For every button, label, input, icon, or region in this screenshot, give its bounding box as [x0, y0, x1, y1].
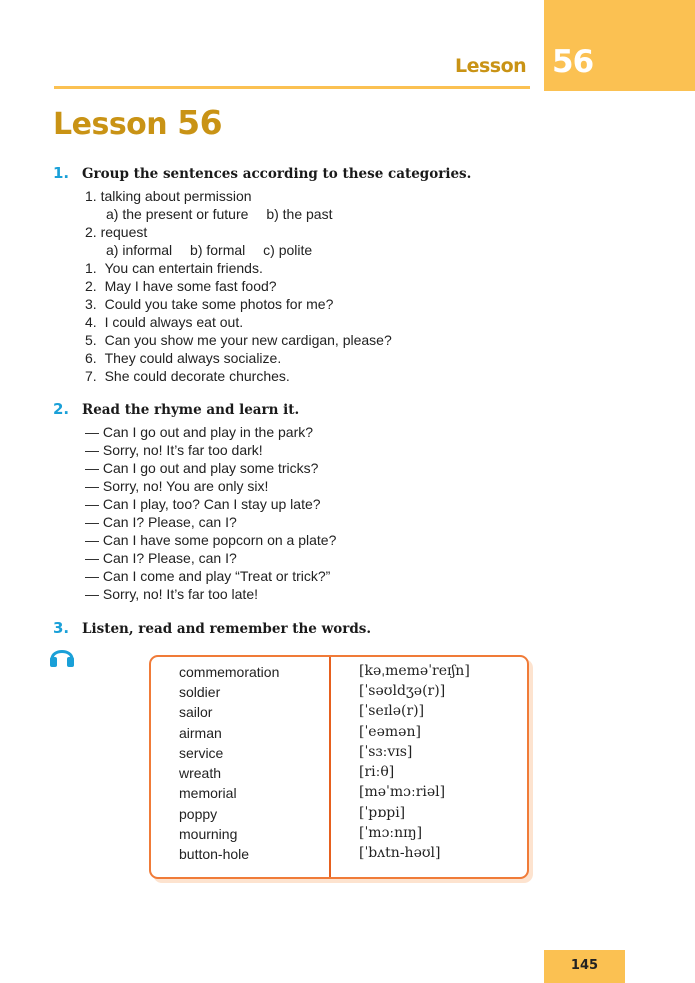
headphones-icon[interactable] [48, 643, 76, 667]
vocab-transcription: [məˈmɔːriəl] [359, 784, 446, 800]
vocab-word: commemoration [179, 664, 280, 680]
header-lesson-label: Lesson [455, 55, 527, 77]
sentence-number: 2. [85, 278, 97, 294]
rhyme-line: — Can I go out and play some tricks? [85, 460, 319, 476]
sentence-item [85, 314, 243, 330]
rhyme-line: — Can I play, too? Can I stay up late? [85, 496, 321, 512]
vocab-word: service [179, 745, 224, 761]
category-2-label: 2. request [85, 224, 148, 240]
vocab-transcription: [ˈsɜːvɪs] [359, 744, 413, 760]
rhyme-line: — Sorry, no! You are only six! [85, 478, 269, 494]
category-2-option-b: b) formal [190, 242, 246, 258]
vocab-transcription: [ˈmɔːnɪŋ] [359, 825, 423, 841]
page-title [53, 103, 222, 142]
sentence-item [85, 332, 392, 348]
rhyme-line: — Can I? Please, can I? [85, 550, 237, 566]
vocab-word: sailor [179, 704, 213, 720]
page-title-number: 56 [177, 103, 223, 142]
sentence-text: Can you show me your new cardigan, please? [104, 332, 392, 348]
category-2-options [106, 242, 312, 258]
task-2-title: Read the rhyme and learn it. [82, 402, 300, 418]
sentence-text: May I have some fast food? [104, 278, 277, 294]
vocab-transcription: [ˈpɒpi] [359, 805, 406, 821]
header-divider [54, 86, 530, 89]
sentence-number: 3. [85, 296, 97, 312]
sentence-item [85, 278, 277, 294]
vocab-transcription: [ˈeəmən] [359, 724, 421, 740]
rhyme-line: — Can I? Please, can I? [85, 514, 237, 530]
vocabulary-box [149, 655, 529, 879]
sentence-number: 1. [85, 260, 97, 276]
vocab-word: soldier [179, 684, 221, 700]
vocab-word: wreath [179, 765, 222, 781]
sentence-text: She could decorate churches. [104, 368, 290, 384]
task-3-number: 3. [53, 619, 70, 637]
task-3-title: Listen, read and remember the words. [82, 621, 372, 637]
sentence-item [85, 350, 281, 366]
vocab-transcription: [ˈseɪlə(r)] [359, 703, 425, 719]
vocabulary-divider [329, 657, 331, 877]
category-1-options [106, 206, 332, 222]
task-2-number: 2. [53, 400, 70, 418]
rhyme-line: — Sorry, no! It’s far too dark! [85, 442, 263, 458]
vocab-word: memorial [179, 785, 237, 801]
sentence-number: 6. [85, 350, 97, 366]
sentence-number: 7. [85, 368, 97, 384]
category-2-option-a: a) informal [106, 242, 173, 258]
sentence-text: They could always socialize. [104, 350, 282, 366]
category-1-label: 1. talking about permission [85, 188, 252, 204]
sentence-item [85, 260, 263, 276]
vocab-transcription: [kəˌmeməˈreɪʃn] [359, 663, 470, 679]
category-1-option-a: a) the present or future [106, 206, 249, 222]
sentence-text: I could always eat out. [104, 314, 244, 330]
vocab-transcription: [riːθ] [359, 764, 395, 780]
sentence-item [85, 296, 333, 312]
vocab-transcription: [ˈbʌtn-həʊl] [359, 845, 441, 861]
sentence-text: You can entertain friends. [104, 260, 263, 276]
sentence-text: Could you take some photos for me? [104, 296, 334, 312]
rhyme-line: — Sorry, no! It’s far too late! [85, 586, 258, 602]
category-2-option-c: c) polite [263, 242, 313, 258]
sentence-number: 4. [85, 314, 97, 330]
header-lesson-number: 56 [552, 44, 594, 80]
task-1-number: 1. [53, 164, 70, 182]
rhyme-line: — Can I come and play “Treat or trick?” [85, 568, 331, 584]
sentence-item [85, 368, 290, 384]
vocab-word: poppy [179, 806, 218, 822]
rhyme-line: — Can I have some popcorn on a plate? [85, 532, 337, 548]
vocab-word: airman [179, 725, 222, 741]
vocab-word: mourning [179, 826, 238, 842]
page-number: 145 [570, 958, 599, 973]
task-1-title: Group the sentences according to these categories. [82, 166, 472, 182]
sentence-number: 5. [85, 332, 97, 348]
vocab-word: button-hole [179, 846, 250, 862]
page-number-box [544, 950, 625, 983]
page-title-word: Lesson [53, 107, 168, 142]
vocab-transcription: [ˈsəʊldʒə(r)] [359, 683, 446, 699]
category-1-option-b: b) the past [266, 206, 333, 222]
rhyme-line: — Can I go out and play in the park? [85, 424, 314, 440]
